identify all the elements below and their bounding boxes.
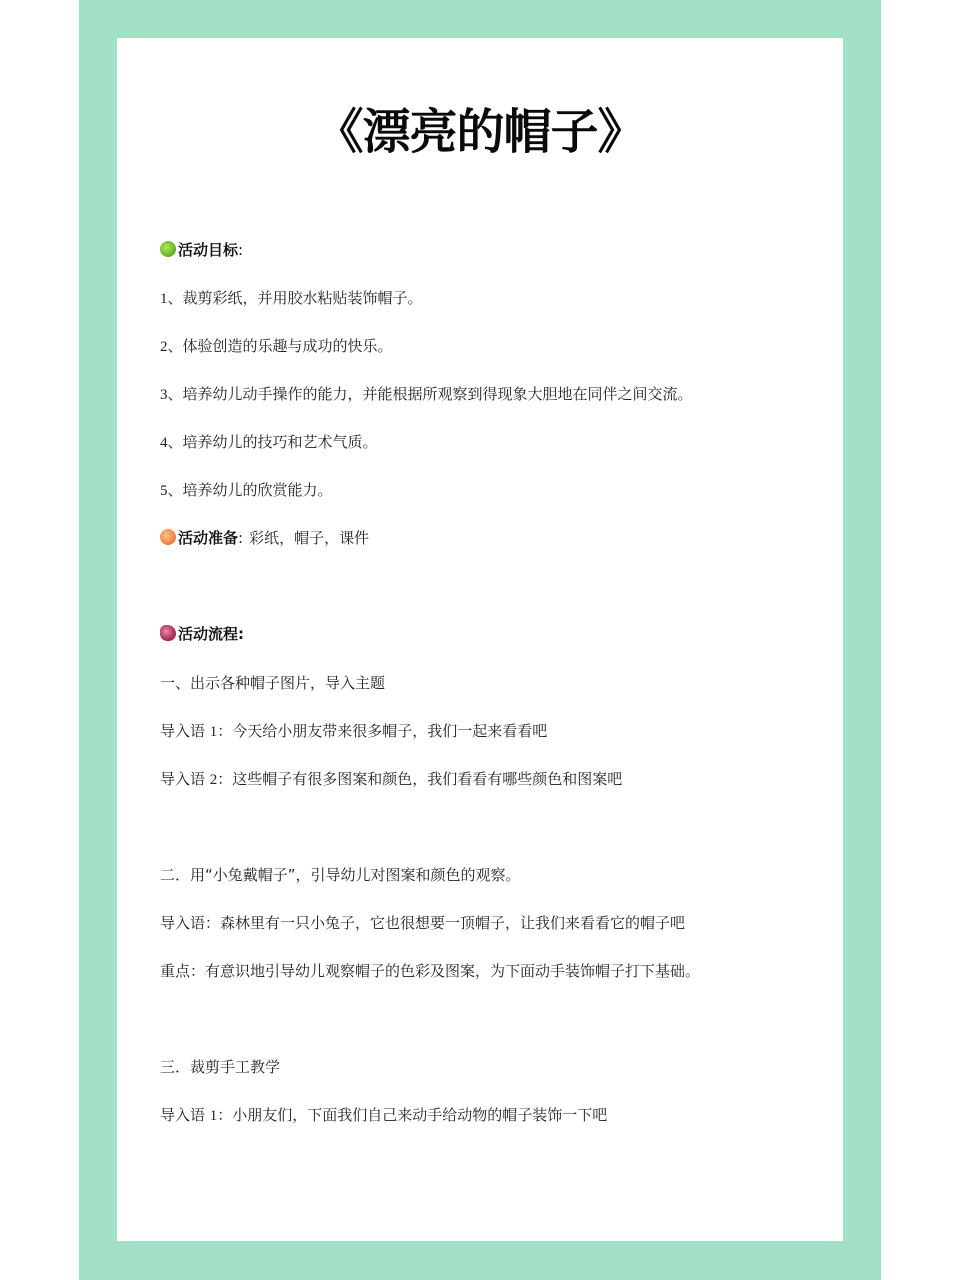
goal-text: 培养幼儿动手操作的能力，并能根据所观察到得现象大胆地在同伴之间交流。 — [182, 385, 693, 403]
intro-text: ：这些帽子有很多图案和颜色，我们看看有哪些颜色和图案吧 — [217, 770, 623, 788]
goal-number: 2、 — [160, 339, 183, 355]
peach-icon — [160, 529, 176, 545]
intro-number: 1 — [209, 1108, 218, 1124]
goal-number: 3、 — [160, 387, 183, 403]
step-3-intro-1 — [160, 1104, 607, 1127]
intro-label: 导入语 — [160, 770, 210, 788]
intro-text: ：小朋友们，下面我们自己来动手给动物的帽子装饰一下吧 — [217, 1106, 608, 1124]
step-1-title: 一、出示各种帽子图片，导入主题 — [160, 674, 386, 692]
goals-heading-label: 活动目标 — [178, 241, 239, 259]
preparation-text: 彩纸，帽子，课件 — [249, 529, 370, 547]
preparation-line — [160, 527, 369, 549]
goal-text: 培养幼儿的欣赏能力。 — [182, 481, 333, 499]
goal-item-1 — [160, 287, 423, 310]
intro-label: 导入语 — [160, 722, 210, 740]
intro-number: 2 — [209, 772, 218, 788]
preparation-heading: 活动准备 — [178, 529, 239, 547]
goal-number: 1、 — [160, 291, 183, 307]
goal-item-3 — [160, 383, 693, 406]
step-3-title: 三．裁剪手工教学 — [160, 1058, 281, 1076]
process-heading-colon: : — [238, 625, 245, 643]
process-heading-label: 活动流程 — [178, 625, 239, 643]
goal-item-5 — [160, 479, 333, 502]
intro-text: ：今天给小朋友带来很多帽子，我们一起来看看吧 — [217, 722, 548, 740]
step-1-intro-1 — [160, 720, 547, 743]
step-2-intro: 导入语：森林里有一只小兔子，它也很想要一顶帽子，让我们来看看它的帽子吧 — [160, 914, 686, 932]
goal-text: 培养幼儿的技巧和艺术气质。 — [182, 433, 378, 451]
step-2-title: 二．用“小兔戴帽子”，引导幼儿对图案和颜色的观察。 — [160, 866, 521, 884]
goal-text: 体验创造的乐趣与成功的快乐。 — [182, 337, 393, 355]
goal-item-2 — [160, 335, 393, 358]
step-2-key-point: 重点：有意识地引导幼儿观察帽子的色彩及图案，为下面动手装饰帽子打下基础。 — [160, 962, 701, 980]
intro-number: 1 — [209, 724, 218, 740]
grapes-icon — [160, 625, 176, 641]
green-apple-icon — [160, 241, 176, 257]
goals-heading-colon: : — [238, 241, 244, 259]
step-1-intro-2 — [160, 768, 622, 791]
goal-text: 裁剪彩纸，并用胶水粘贴装饰帽子。 — [182, 289, 423, 307]
goal-number: 4、 — [160, 435, 183, 451]
goal-item-4 — [160, 431, 378, 454]
page-title: 《漂亮的帽子》 — [315, 104, 645, 160]
goal-number: 5、 — [160, 483, 183, 499]
intro-label: 导入语 — [160, 1106, 210, 1124]
goals-heading — [160, 239, 243, 261]
process-heading — [160, 623, 244, 645]
preparation-colon: : — [238, 529, 244, 547]
